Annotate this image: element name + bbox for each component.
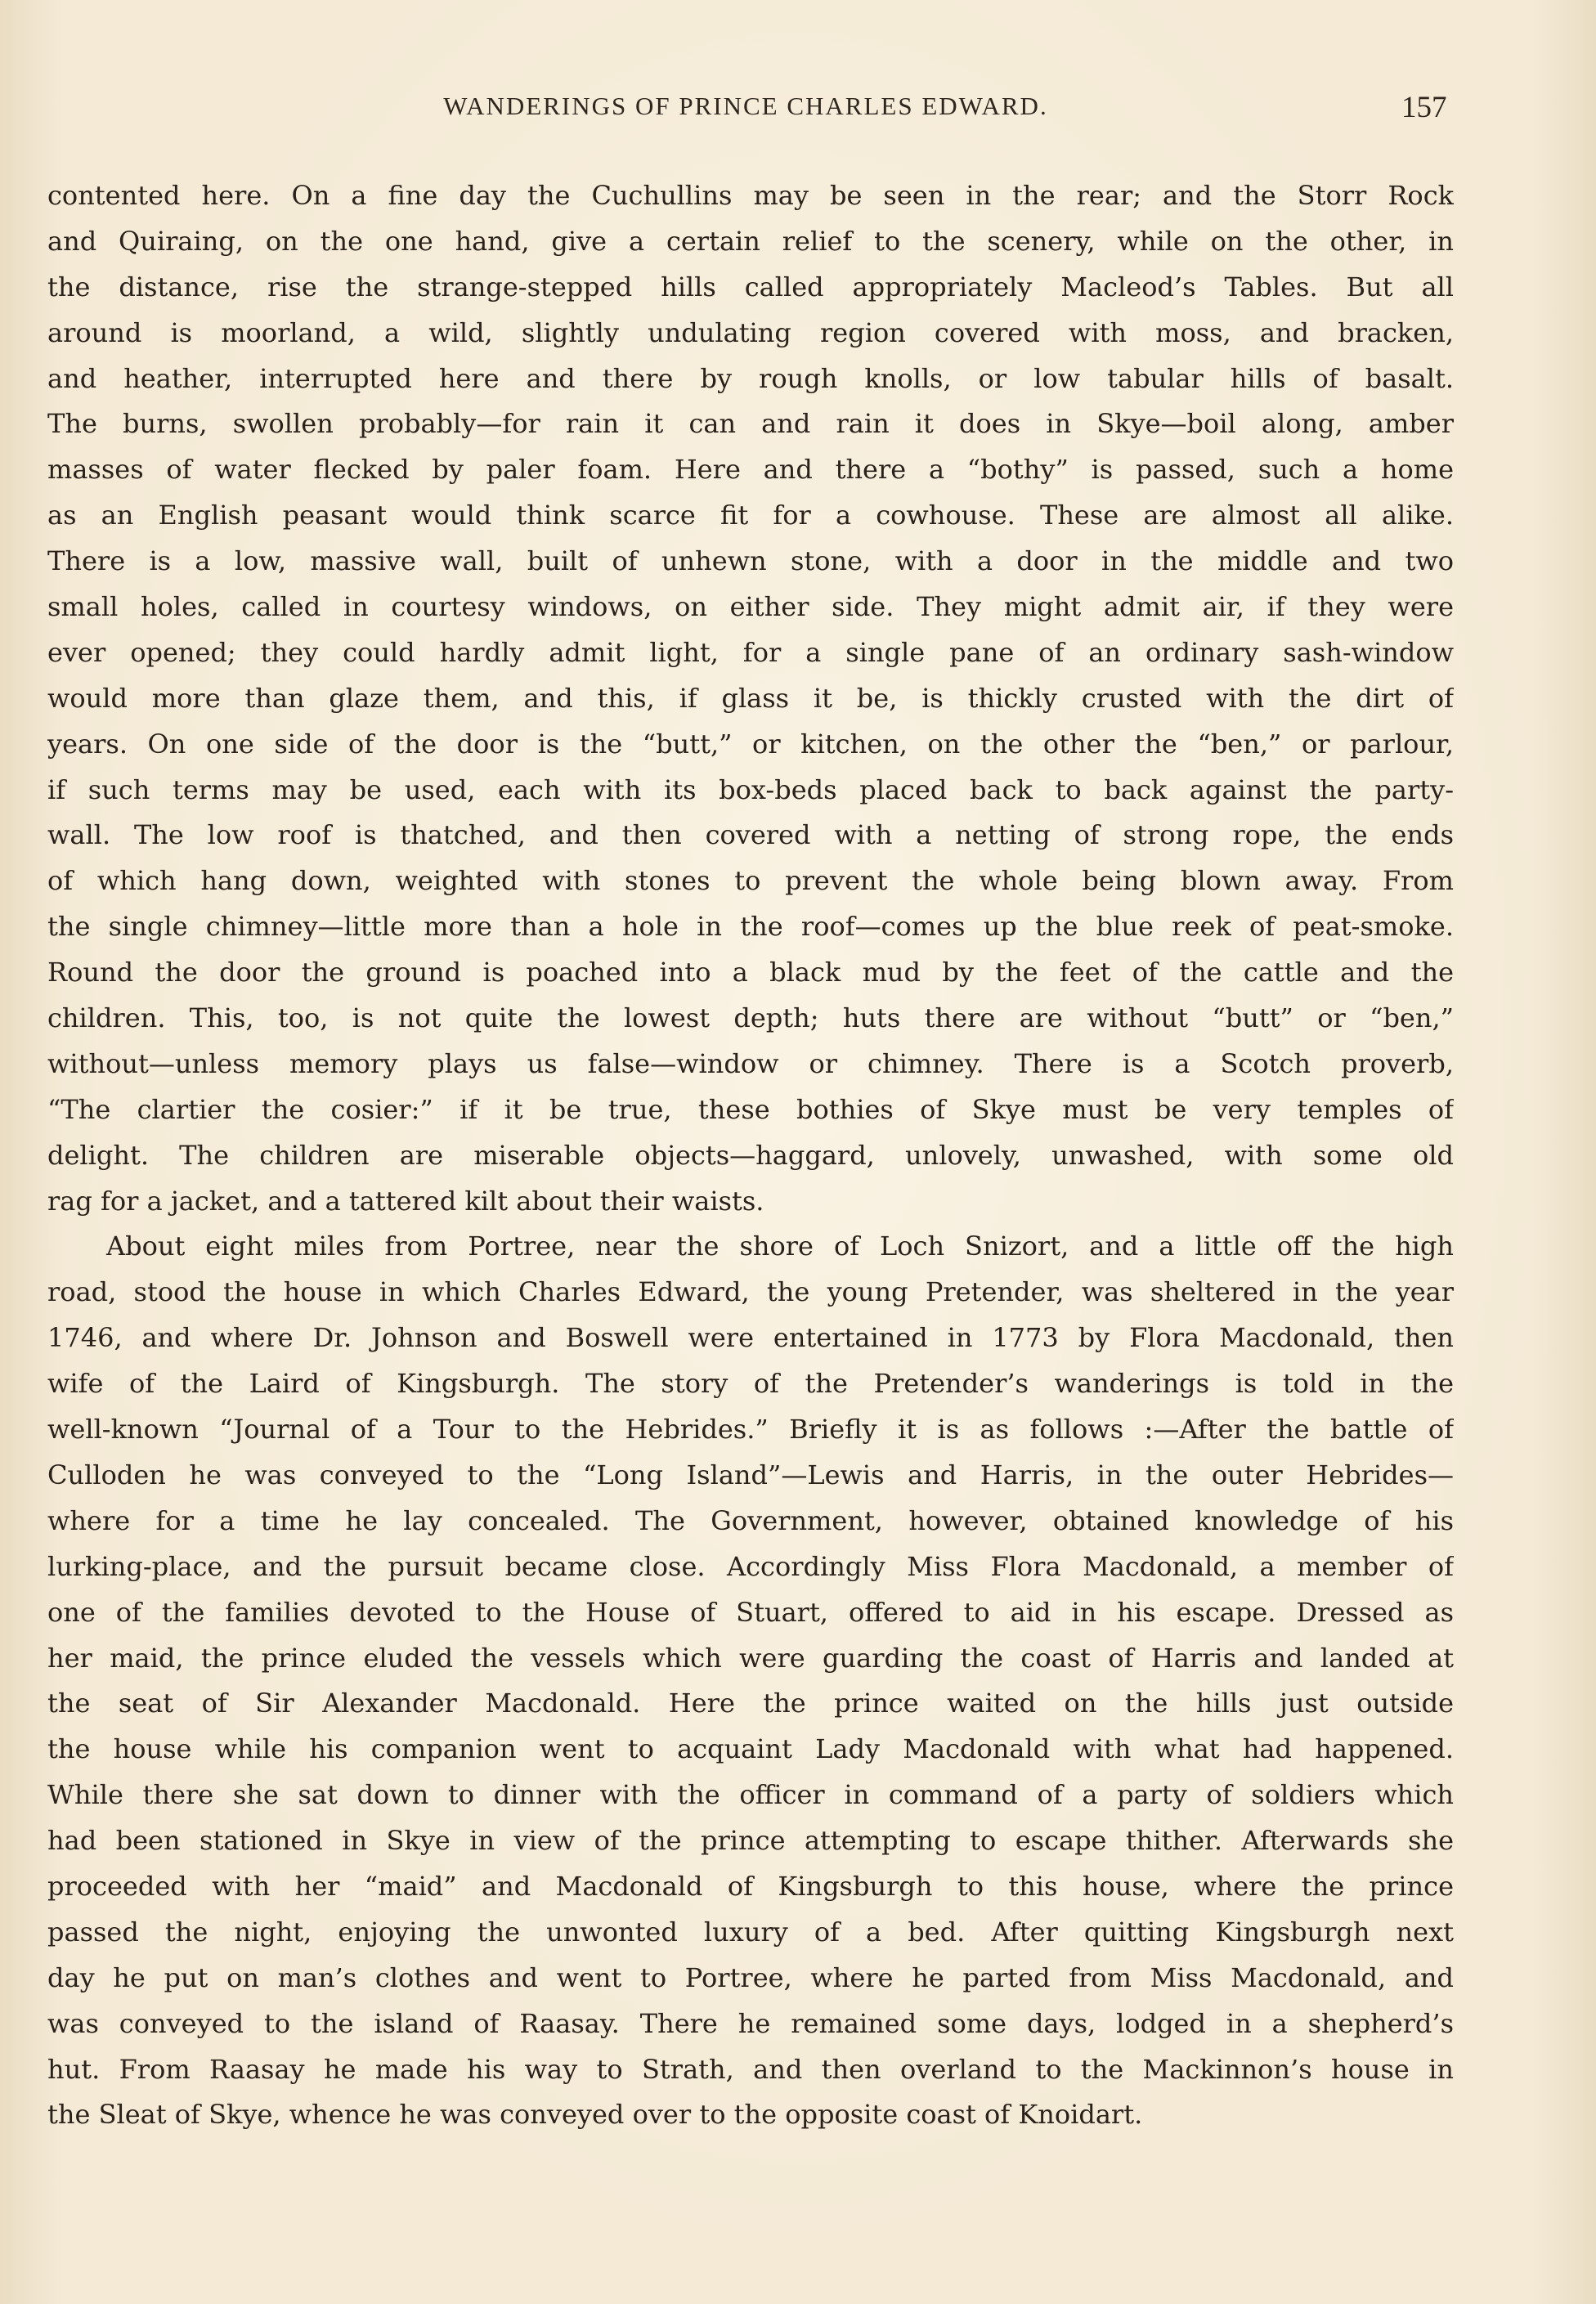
paragraph-kingsburgh — [47, 1224, 1454, 2138]
text-line: rag for a jacket, and a tattered kilt about their waists. — [47, 1185, 764, 1217]
text-line: the Sleat of Skye, whence he was conveyed over to the opposite coast of Knoidart. — [47, 2099, 1143, 2131]
text-line: road, stood the house in which Charles Edward, the young Pretender, was sheltered in the year — [47, 1276, 1454, 1308]
text-line: years. On one side of the door is the “butt,” or kitchen, on the other the “ben,” or parlour, — [47, 728, 1454, 760]
text-line: around is moorland, a wild, slightly undulating region covered with moss, and bracken, — [47, 316, 1454, 348]
text-line: contented here. On a fine day the Cuchullins may be seen in the rear; and the Storr Rock — [47, 180, 1454, 211]
text-line: There is a low, massive wall, built of unhewn stone, with a door in the middle and two — [47, 545, 1454, 577]
text-line: wall. The low roof is thatched, and then covered with a netting of strong rope, the ends — [47, 819, 1454, 851]
text-line: without—unless memory plays us false—window or chimney. There is a Scotch proverb, — [47, 1047, 1454, 1079]
text-line: and Quiraing, on the one hand, give a certain relief to the scenery, while on the other, in — [47, 225, 1454, 257]
text-line: day he put on man’s clothes and went to Portree, where he parted from Miss Macdonald, and — [47, 1961, 1454, 1993]
text-line: ever opened; they could hardly admit light, for a single pane of an ordinary sash-window — [47, 636, 1454, 668]
text-line: small holes, called in courtesy windows, on either side. They might admit air, if they were — [47, 591, 1454, 623]
text-line: “The clartier the cosier:” if it be true, these bothies of Skye must be very temples of — [47, 1093, 1454, 1125]
text-line: Culloden he was conveyed to the “Long Island”—Lewis and Harris, in the outer Hebrides— — [47, 1459, 1454, 1490]
body-text — [47, 173, 1454, 2138]
text-line: the seat of Sir Alexander Macdonald. Here the prince waited on the hills just outside — [47, 1688, 1454, 1719]
text-line: the house while his companion went to acquaint Lady Macdonald with what had happened. — [47, 1733, 1454, 1765]
text-line: wife of the Laird of Kingsburgh. The story of the Pretender’s wanderings is told in the — [47, 1368, 1454, 1400]
text-line: would more than glaze them, and this, if glass it be, is thickly crusted with the dirt of — [47, 682, 1454, 714]
text-line: had been stationed in Skye in view of the prince attempting to escape thither. Afterwards she — [47, 1825, 1454, 1857]
text-line: delight. The children are miserable objects—haggard, unlovely, unwashed, with some old — [47, 1139, 1454, 1171]
running-head: WANDERINGS OF PRINCE CHARLES EDWARD. — [443, 92, 1048, 120]
text-line: proceeded with her “maid” and Macdonald of Kingsburgh to this house, where the prince — [47, 1870, 1454, 1902]
text-line: While there she sat down to dinner with the officer in command of a party of soldiers which — [47, 1779, 1454, 1811]
text-line: hut. From Raasay he made his way to Strath, and then overland to the Mackinnon’s house in — [47, 2053, 1454, 2085]
text-line: was conveyed to the island of Raasay. There he remained some days, lodged in a shepherd’s — [47, 2007, 1454, 2039]
text-line: passed the night, enjoying the unwonted luxury of a bed. After quitting Kingsburgh next — [47, 1916, 1454, 1948]
page-number: 157 — [1401, 91, 1447, 124]
text-line: one of the families devoted to the House of Stuart, offered to aid in his escape. Dressed as — [47, 1596, 1454, 1628]
text-line: the single chimney—little more than a hole in the roof—comes up the blue reek of peat-smoke. — [47, 911, 1454, 943]
paragraph-bothies — [47, 173, 1454, 1224]
text-line: The burns, swollen probably—for rain it can and rain it does in Skye—boil along, amber — [47, 408, 1454, 440]
text-line: if such terms may be used, each with its box-beds placed back to back against the party- — [47, 773, 1454, 805]
text-line: where for a time he lay concealed. The Government, however, obtained knowledge of his — [47, 1504, 1454, 1536]
text-line: 1746, and where Dr. Johnson and Boswell were entertained in 1773 by Flora Macdonald, then — [47, 1322, 1454, 1354]
text-line: well-known “Journal of a Tour to the Hebrides.” Briefly it is as follows :—After the battle of — [47, 1414, 1454, 1446]
text-line: the distance, rise the strange-stepped hills called appropriately Macleod’s Tables. But all — [47, 271, 1454, 303]
text-line: as an English peasant would think scarce fit for a cowhouse. These are almost all alike. — [47, 500, 1454, 531]
text-line: and heather, interrupted here and there by rough knolls, or low tabular hills of basalt. — [47, 362, 1454, 394]
text-line: her maid, the prince eluded the vessels which were guarding the coast of Harris and landed at — [47, 1642, 1454, 1674]
text-line: Round the door the ground is poached into a black mud by the feet of the cattle and the — [47, 957, 1454, 988]
text-line: About eight miles from Portree, near the shore of Loch Snizort, and a little off the high — [106, 1230, 1454, 1262]
text-line: of which hang down, weighted with stones to prevent the whole being blown away. From — [47, 865, 1454, 897]
text-line: lurking-place, and the pursuit became close. Accordingly Miss Flora Macdonald, a member of — [47, 1550, 1454, 1582]
text-line: children. This, too, is not quite the lowest depth; huts there are without “butt” or “ben,” — [47, 1002, 1454, 1034]
text-line: masses of water flecked by paler foam. Here and there a “bothy” is passed, such a home — [47, 454, 1454, 486]
